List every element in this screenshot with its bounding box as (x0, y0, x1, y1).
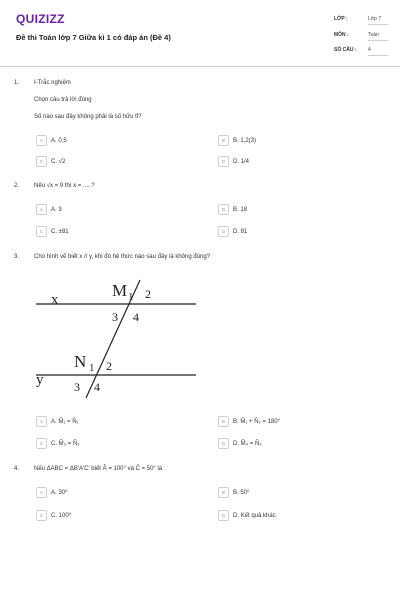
question-1-option-c[interactable] (36, 156, 65, 166)
option-text: D. 1/4 (233, 159, 250, 166)
question-3-option-c[interactable] (36, 438, 80, 448)
option-text: C. 100⁰ (51, 513, 72, 520)
label-m2: 2 (145, 287, 151, 301)
option-text: A. 30⁰ (51, 490, 68, 497)
option-letter-box: B (218, 416, 229, 427)
option-letter-box: B (218, 204, 229, 215)
question-4-text: Nếu ΔABC = ΔB'A'C' biết Â = 100° và Ĉ = 50° là (34, 466, 163, 472)
question-2-option-b[interactable] (218, 204, 247, 214)
question-1-section: I-Trắc nghiệm (34, 80, 71, 86)
question-1-option-d[interactable] (218, 156, 249, 166)
option-text: A. M̂₁ = N̂₁ (51, 419, 79, 426)
question-3-number: 3. (14, 254, 20, 260)
option-letter-box: A (36, 487, 47, 498)
option-text: C. M̂₃ = N̂₂ (51, 441, 80, 448)
worksheet-header (0, 0, 400, 67)
question-1-number: 1. (14, 80, 20, 86)
question-4-number: 4. (14, 466, 20, 472)
question-3-text: Cho hình vẽ biết x // y, khi đó hệ thức nào sau đây là không đúng? (34, 254, 211, 260)
option-text: A. 0,5 (51, 138, 67, 145)
option-text: C. √2 (51, 159, 66, 166)
option-text: B. M̂₁ + N̂₂ = 180° (233, 419, 281, 426)
worksheet-title: Đề thi Toán lớp 7 Giữa kì 1 có đáp án (Đề 4) (16, 33, 171, 42)
option-text: C. ±81 (51, 229, 69, 236)
option-text: D. Kết quả khác (233, 513, 276, 520)
option-letter-box: B (218, 487, 229, 498)
parallel-lines-figure (30, 276, 200, 400)
label-n: N (74, 352, 87, 371)
question-2-text: Nếu √x = 9 thì x = .... ? (34, 183, 95, 189)
question-4-option-d[interactable] (218, 510, 276, 520)
question-1-text: Số nào sau đây không phải là số hữu tỉ? (34, 114, 142, 120)
option-letter-box: C (36, 510, 47, 521)
question-3-option-a[interactable] (36, 416, 79, 426)
question-1-instruction: Chọn câu trả lời đúng (34, 97, 92, 103)
label-m-subscript: 1 (128, 291, 134, 303)
option-text: D. M̂₄ = N̂₃ (233, 441, 262, 448)
meta-count-value: 4 (368, 47, 388, 56)
option-letter-box: A (36, 135, 47, 146)
label-n2: 2 (106, 359, 112, 373)
option-letter-box: A (36, 204, 47, 215)
option-text: B. 50⁰ (233, 490, 250, 497)
question-3-option-d[interactable] (218, 438, 262, 448)
label-m3: 3 (112, 310, 118, 324)
option-text: B. 1,2(3) (233, 138, 257, 145)
question-3-option-b[interactable] (218, 416, 280, 426)
question-2-option-a[interactable] (36, 204, 62, 214)
question-1-option-a[interactable] (36, 135, 67, 145)
question-4-option-a[interactable] (36, 487, 67, 497)
meta-subject-value: Toán (368, 32, 388, 41)
question-4-option-c[interactable] (36, 510, 71, 520)
option-letter-box: A (36, 416, 47, 427)
meta-class-value: Lớp 7 (368, 16, 388, 25)
label-m: M (112, 281, 128, 300)
label-y: y (36, 372, 44, 388)
label-n-subscript: 1 (89, 362, 95, 374)
option-letter-box: C (36, 438, 47, 449)
quizizz-logo: QUIZIZZ (16, 12, 65, 26)
question-4-option-b[interactable] (218, 487, 249, 497)
question-2-number: 2. (14, 183, 20, 189)
meta-class-label: LỚP : (334, 16, 348, 22)
option-letter-box: B (218, 135, 229, 146)
label-n4: 4 (94, 380, 100, 394)
option-text: B. 18 (233, 207, 248, 214)
label-m4: 4 (133, 310, 139, 324)
meta-count-label: SỐ CÂU : (334, 47, 357, 53)
option-letter-box: D (218, 510, 229, 521)
question-2-option-d[interactable] (218, 226, 247, 236)
option-letter-box: C (36, 156, 47, 167)
question-2-option-c[interactable] (36, 226, 69, 236)
meta-subject-label: MÔN : (334, 32, 349, 38)
question-1-option-b[interactable] (218, 135, 256, 145)
option-text: D. 81 (233, 229, 248, 236)
option-letter-box: D (218, 438, 229, 449)
option-letter-box: D (218, 226, 229, 237)
option-letter-box: C (36, 226, 47, 237)
option-letter-box: D (218, 156, 229, 167)
option-text: A. 3 (51, 207, 62, 214)
label-x: x (51, 292, 59, 308)
label-n3: 3 (74, 380, 80, 394)
